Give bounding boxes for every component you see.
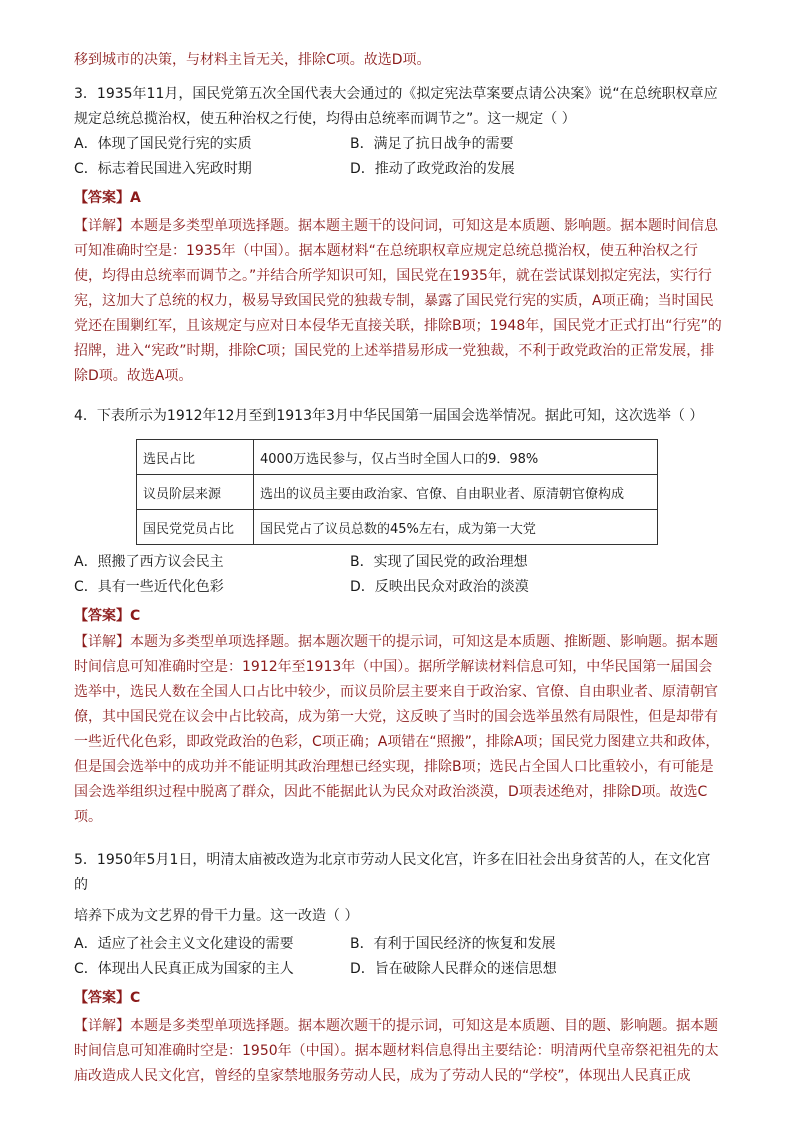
table-row bbox=[137, 440, 658, 475]
q4-answer: 【答案】C bbox=[74, 608, 141, 624]
q3-option-c: C．标志着民国进入宪政时期 bbox=[74, 161, 252, 177]
table-row bbox=[137, 475, 658, 510]
q5-option-c: C．体现出人民真正成为国家的主人 bbox=[74, 961, 294, 977]
q4-option-d: D．反映出民众对政治的淡漠 bbox=[350, 579, 529, 595]
q3-option-d: D．推动了政党政治的发展 bbox=[350, 161, 515, 177]
question-3-options bbox=[74, 132, 724, 182]
q3-option-b: B．满足了抗日战争的需要 bbox=[350, 136, 514, 152]
q3-option-a: A．体现了国民党行宪的实质 bbox=[74, 136, 252, 152]
q5-answer: 【答案】C bbox=[74, 990, 141, 1006]
q5-option-b: B．有利于国民经济的恢复和发展 bbox=[350, 936, 556, 952]
table-cell-label: 国民党党员占比 bbox=[137, 510, 254, 545]
q3-answer: 【答案】A bbox=[74, 190, 141, 206]
question-4-stem: 4．下表所示为1912年12月至到1913年3月中华民国第一届国会选举情况。据此可知，这次选举（ ） bbox=[74, 408, 704, 424]
table-cell-value: 国民党占了议员总数的45%左右，成为第一大党 bbox=[254, 510, 658, 545]
q4-option-c: C．具有一些近代化色彩 bbox=[74, 579, 224, 595]
q5-option-a: A．适应了社会主义文化建设的需要 bbox=[74, 936, 294, 952]
question-3-stem: 3．1935年11月，国民党第五次全国代表大会通过的《拟定宪法草案要点请公决案》说“在总统职权章应规定总统总揽治权，使五种治权之行使，均得由总统率而调节之”。这一规定（ ） bbox=[74, 86, 718, 127]
table-cell-label: 议员阶层来源 bbox=[137, 475, 254, 510]
table-cell-label: 选民占比 bbox=[137, 440, 254, 475]
q5-explanation: 【详解】本题是多类型单项选择题。据本题次题干的提示词，可知这是本质题、目的题、影响题。据本题时间信息可知准确时空是：1950年（中国）。据本题材料信息得出主要结论：明清两代皇帝祭祀祖先的太庙改造成人民文化宫，曾经的皇家禁地服务劳动人民，成为了劳动人民的“学校”，体现出人民真正成 bbox=[74, 1018, 719, 1084]
previous-explanation-tail: 移到城市的决策，与材料主旨无关，排除C项。故选D项。 bbox=[74, 52, 431, 68]
q4-option-a: A．照搬了西方议会民主 bbox=[74, 554, 224, 570]
question-5-options bbox=[74, 932, 724, 982]
table-cell-value: 4000万选民参与，仅占当时全国人口的9．98% bbox=[254, 440, 658, 475]
q5-option-d: D．旨在破除人民群众的迷信思想 bbox=[350, 961, 557, 977]
question-5-stem-line-1: 5．1950年5月1日，明清太庙被改造为北京市劳动人民文化宫，许多在旧社会出身贫苦的人，在文化宫的 bbox=[74, 852, 711, 893]
table-cell-value: 选出的议员主要由政治家、官僚、自由职业者、原清朝官僚构成 bbox=[254, 475, 658, 510]
q4-explanation: 【详解】本题为多类型单项选择题。据本题次题干的提示词，可知这是本质题、推断题、影响题。据本题时间信息可知准确时空是：1912年至1913年（中国）。据所学解读材料信息可知，中华民国第一届国会选举中，选民人数在全国人口占比中较少，而议员阶层主要来自于政治家、官僚、自由职业者、原清朝官僚，其中国民党在议会中占比较高，成为第一大党，这反映了当时的国会选举虽然有局限性，但是却带有一些近代化色彩，即政党政治的色彩，C项正确；A项错在“照搬”，排除A项；国民党力图建立共和政体，但是国会选举中的成功并不能证明其政治理想已经实现，排除B项；选民占全国人口比重较小，有可能是国会选举组织过程中脱离了群众，因此不能据此认为民众对政治淡漠，D项表述绝对，排除D项。故选C项。 bbox=[74, 634, 720, 825]
q3-explanation: 【详解】本题是多类型单项选择题。据本题主题干的设问词，可知这是本质题、影响题。据本题时间信息可知准确时空是：1935年（中国）。据本题材料“在总统职权章应规定总统总揽治权，使五种治权之行使，均得由总统率而调节之。”并结合所学知识可知，国民党在1935年，就在尝试谋划拟定宪法，实行行宪，这加大了总统的权力，极易导致国民党的独裁专制，暴露了国民党行宪的实质，A项正确；当时国民党还在围剿红军，且该规定与应对日本侵华无直接关联，排除B项；1948年，国民党才正式打出“行宪”的招牌，进入“宪政”时期，排除C项；国民党的上述举措易形成一党独裁，不利于政党政治的正常发展，排除D项。故选A项。 bbox=[74, 218, 722, 384]
question-4-options bbox=[74, 550, 724, 600]
q4-option-b: B．实现了国民党的政治理想 bbox=[350, 554, 528, 570]
question-5-stem-line-2: 培养下成为文艺界的骨干力量。这一改造（ ） bbox=[74, 908, 359, 924]
election-table bbox=[136, 439, 658, 545]
table-row bbox=[137, 510, 658, 545]
